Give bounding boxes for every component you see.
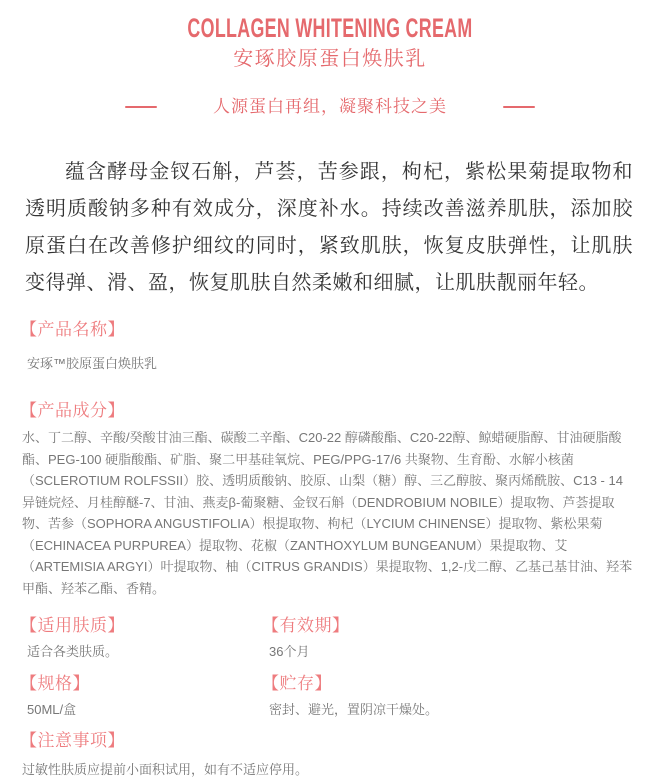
section-skin-type bbox=[20, 616, 262, 661]
product-title-zh: 安琢胶原蛋白焕肤乳 bbox=[233, 48, 427, 70]
section-label-spec: 【规格】 bbox=[20, 674, 90, 693]
section-storage bbox=[262, 674, 640, 719]
section-ingredients bbox=[0, 401, 660, 599]
ingredients-text: 水、丁二醇、辛酸/癸酸甘油三酯、碳酸二辛酯、C20-22 醇磷酸酯、C20-22醇、鲸蜡硬脂醇、甘油硬脂酸酯、PEG-100 硬脂酸酯、矿脂、聚二甲基硅氧烷、PEG/PPG-17/6 共聚物、生育酚、水解小核菌（SCLEROTIUM ROLFSSII）胶、透明质酸钠、胶原、山梨（糖）醇、三乙醇胺、聚丙烯酰胺、C13 - 14异链烷烃、月桂醇醚-7、甘油、燕麦β-葡聚糖、金钗石斛（DENDROBIUM NOBILE）提取物、芦荟提取物、苦参（SOPHORA ANGUSTIFOLIA）根提取物、枸杞（LYCIUM CHINENSE）提取物、紫松果菊（ECHINACEA PURPUREA）提取物、花椒（ZANTHOXYLUM BUNGEANUM）果提取物、艾（ARTEMISIA ARGYI）叶提取物、柚（CITRUS GRANDIS）果提取物、1,2-戊二醇、乙基己基甘油、羟苯甲酯、羟苯乙酯、香精。 bbox=[22, 430, 633, 596]
storage-value: 密封、避光，置阴凉干燥处。 bbox=[269, 702, 439, 717]
tagline-left-dash bbox=[125, 106, 157, 108]
product-title-en-text: COLLAGEN WHITENING CREAM bbox=[187, 13, 473, 43]
section-notice bbox=[0, 731, 660, 779]
section-spec bbox=[20, 674, 262, 719]
product-title-en bbox=[0, 13, 660, 43]
section-shelf-life bbox=[262, 616, 640, 661]
info-grid bbox=[20, 616, 640, 719]
section-label-shelf-life: 【有效期】 bbox=[262, 616, 350, 635]
tagline-right-dash bbox=[503, 106, 535, 108]
tagline-text: 人源蛋白再组，凝聚科技之美 bbox=[213, 97, 447, 116]
tagline bbox=[0, 96, 660, 118]
section-label-skin-type: 【适用肤质】 bbox=[20, 616, 125, 635]
section-label-storage: 【贮存】 bbox=[262, 674, 332, 693]
notice-text: 过敏性肤质应提前小面积试用，如有不适应停用。 bbox=[22, 762, 309, 777]
section-label-product-name: 【产品名称】 bbox=[20, 320, 125, 339]
skin-type-value: 适合各类肤质。 bbox=[27, 644, 119, 659]
spec-value: 50ML/盒 bbox=[27, 702, 77, 717]
section-product-name bbox=[0, 320, 660, 373]
product-description: 蕴含酵母金钗石斛，芦荟，苦参跟，枸杞，紫松果菊提取物和透明质酸钠多种有效成分，深度补水。持续改善滋养肌肤，添加胶原蛋白在改善修护细纹的同时，紧致肌肤，恢复皮肤弹性，让肌肤变得弹、滑、盈，恢复肌肤自然柔嫩和细腻，让肌肤靓丽年轻。 bbox=[25, 161, 633, 294]
section-label-notice: 【注意事项】 bbox=[20, 731, 125, 750]
header bbox=[0, 0, 660, 118]
product-name-value: 安琢™胶原蛋白焕肤乳 bbox=[27, 356, 158, 371]
section-label-ingredients: 【产品成分】 bbox=[20, 401, 125, 420]
shelf-life-value: 36个月 bbox=[269, 644, 310, 659]
